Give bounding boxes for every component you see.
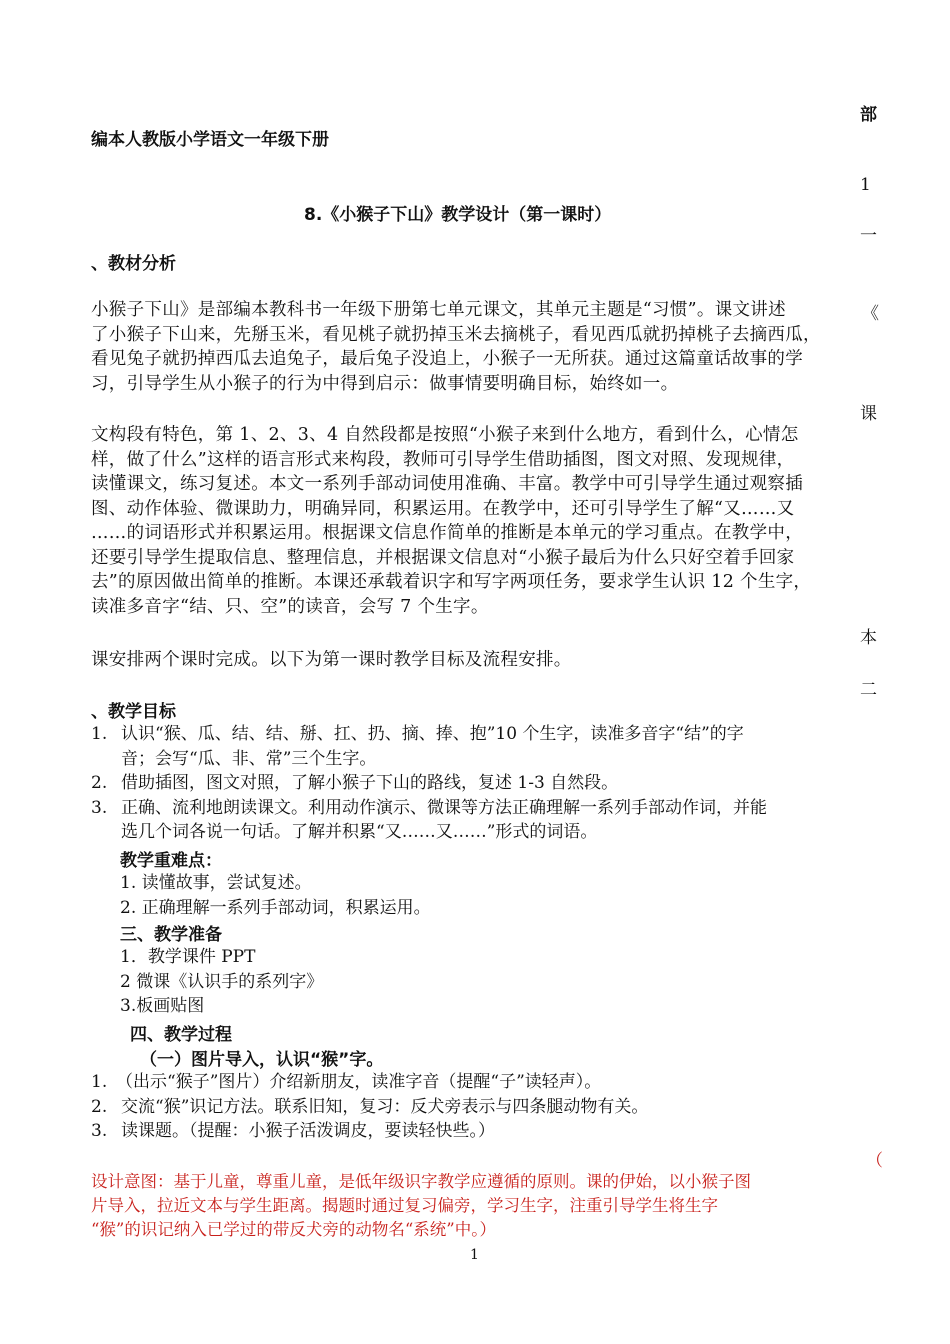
section-heading: 、教材分析 — [91, 254, 176, 274]
key-point: 2. 正确理解一系列手部动词，积累运用。 — [120, 897, 431, 918]
sub-heading: （一）图片导入，认识“猴”字。 — [140, 1050, 384, 1070]
step-number: 2. — [91, 1096, 108, 1117]
margin-char: 一 — [860, 226, 877, 246]
design-note — [91, 1170, 751, 1242]
step-text: 交流“猴”识记方法。联系旧知，复习：反犬旁表示与四条腿动物有关。 — [121, 1096, 649, 1117]
margin-char: 《 — [862, 304, 879, 324]
paragraph-line: 读懂课文，练习复述。本文一系列手部动词使用准确、丰富。教学中可引导学生通过观察插 — [91, 474, 803, 494]
paragraph-line: 文构段有特色，第 1、2、3、4 自然段都是按照“小猴子来到什么地方，看到什么，心情怎 — [91, 425, 799, 445]
paragraph-line: 了小猴子下山来，先掰玉米，看见桃子就扔掉玉米去摘桃子，看见西瓜就扔掉桃子去摘西瓜， — [91, 324, 821, 345]
paragraph: 课安排两个课时完成。以下为第一课时教学目标及流程安排。 — [91, 650, 572, 670]
paragraph-line: 图、动作体验、微课助力，明确异同，积累运用。在教学中，还可引导学生了解“又……又 — [91, 498, 795, 519]
document-title: 8.《小猴子下山》教学设计（第一课时） — [304, 205, 612, 225]
key-points-list — [120, 871, 431, 920]
goal-text: 音；会写“瓜、非、常”三个生字。 — [121, 748, 377, 769]
margin-char: 本 — [860, 628, 877, 648]
prep-item: 3.板画贴图 — [120, 996, 205, 1016]
margin-char: 部 — [860, 105, 877, 125]
goal-number: 2. — [91, 773, 108, 793]
paragraph-line: ……的词语形式并积累运用。根据课文信息作简单的推断是本单元的学习重点。在教学中， — [91, 523, 803, 543]
margin-char: 二 — [860, 680, 877, 700]
paragraph-line: 样，做了什么”这样的语言形式来构段，教师可引导学生借助插图，图文对照、发现规律， — [91, 449, 795, 470]
paragraph-line: 看见兔子就扔掉西瓜去追兔子，最后兔子没追上，小猴子一无所获。通过这篇童话故事的学 — [91, 349, 803, 369]
prep-list — [120, 945, 323, 1019]
goal-number: 3. — [91, 797, 108, 818]
section-heading: 四、教学过程 — [130, 1025, 232, 1045]
paragraph-line: 习，引导学生从小猴子的行为中得到启示：做事情要明确目标，始终如一。 — [91, 373, 679, 394]
key-points-heading: 教学重难点： — [120, 851, 222, 871]
step-text: （出示“猴子”图片）介绍新朋友，读准字音（提醒“子”读轻声）。 — [116, 1072, 602, 1092]
margin-char: 课 — [860, 404, 877, 424]
step-text: 读课题。（提醒：小猴子活泼调皮，要读轻快些。） — [121, 1121, 495, 1141]
goal-text: 正确、流利地朗读课文。利用动作演示、微课等方法正确理解一系列手部动作词，并能 — [121, 797, 767, 818]
paragraph-line: 读准多音字“结、只、空”的读音，会写 7 个生字。 — [91, 596, 489, 617]
paragraph-line: 还要引导学生提取信息、整理信息，并根据课文信息对“小猴子最后为什么只好空着手回家 — [91, 547, 795, 568]
paragraph — [91, 423, 811, 619]
key-point: 1. 读懂故事，尝试复述。 — [120, 873, 312, 893]
step-number: 3. — [91, 1121, 108, 1141]
paragraph-line: 小猴子下山》是部编本教科书一年级下册第七单元课文，其单元主题是“习惯”。课文讲述 — [91, 300, 786, 320]
design-note-line: 设计意图：基于儿童，尊重儿童，是低年级识字教学应遵循的原则。课的伊始，以小猴子图 — [91, 1172, 751, 1191]
paragraph-line: 去”的原因做出简单的推断。本课还承载着识字和写字两项任务，要求学生认识 12 个生字， — [91, 572, 812, 592]
margin-char: 1 — [860, 175, 871, 195]
goal-number: 1. — [91, 724, 108, 744]
section-heading: 、教学目标 — [91, 702, 176, 722]
document-header: 编本人教版小学语文一年级下册 — [91, 130, 329, 150]
goal-text: 借助插图，图文对照，了解小猴子下山的路线，复述 1-3 自然段。 — [121, 773, 619, 793]
design-note-line: 片导入，拉近文本与学生距离。揭题时通过复习偏旁，学习生字，注重引导学生将生字 — [91, 1196, 718, 1215]
goal-text: 选几个词各说一句话。了解并积累“又……又……”形式的词语。 — [121, 822, 598, 842]
design-note-line: “猴”的识记纳入已学过的带反犬旁的动物名“系统”中。） — [91, 1220, 496, 1239]
prep-item: 2 微课《认识手的系列字》 — [120, 971, 324, 992]
margin-char: （ — [866, 1151, 883, 1171]
page-number: 1 — [470, 1247, 479, 1263]
section-heading: 三、教学准备 — [120, 925, 222, 945]
paragraph — [91, 298, 821, 396]
goal-text: 认识“猴、瓜、结、结、掰、扛、扔、摘、捧、抱”10 个生字，读准多音字“结”的字 — [121, 724, 744, 744]
prep-item: 1．教学课件 PPT — [120, 947, 256, 967]
step-number: 1. — [91, 1072, 108, 1092]
